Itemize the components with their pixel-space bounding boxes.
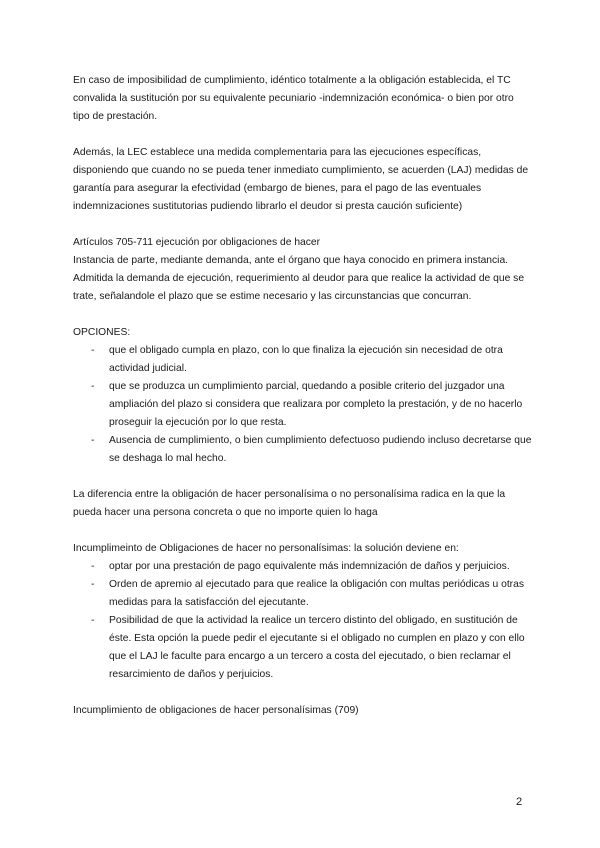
list-item: - que se produzca un cumplimiento parcial, quedando a posible criterio del juzgador una ampliación del plazo si considera que realizara por completo la prestación, y de no hacerlo proseguir la ejecución por lo que resta. xyxy=(73,378,533,432)
page-number: 2 xyxy=(516,796,523,808)
no-personalisimas-heading: Incumplimeinto de Obligaciones de hacer no personalísimas: la solución deviene en: xyxy=(73,543,459,554)
list-item: - Posibilidad de que la actividad la realice un tercero distinto del obligado, en sustitución de éste. Esta opción la puede pedir el ejecutante si el obligado no cumplen en plazo y con ello que el LAJ le faculte para encargo a un tercero a costa del ejecutado, o bien reclamar el resarcimiento de daños y perjuicios. xyxy=(73,612,533,684)
spacer xyxy=(73,216,533,234)
paragraph-imposibilidad: En caso de imposibilidad de cumplimiento, idéntico totalmente a la obligación establecida, el TC convalida la sustitución por su equivalente pecuniario -indemnización económica- o bien por otro tipo de prestación. xyxy=(73,75,514,122)
list-item: - Orden de apremio al ejecutado para que realice la obligación con multas periódicas u otras medidas para la satisfacción del ejecutante. xyxy=(73,576,533,612)
spacer xyxy=(73,306,533,324)
articles-heading: Artículos 705-711 ejecución por obligaciones de hacer xyxy=(73,237,321,248)
list-item: - optar por una prestación de pago equivalente más indemnización de daños y perjuicios. xyxy=(73,558,533,576)
paragraph-lec-medida: Además, la LEC establece una medida complementaria para las ejecuciones específicas, disponiendo que cuando no se pueda tener inmediato cumplimiento, se acuerden (LAJ) medidas de garantía para asegurar la efectividad (embargo de bienes, para el pago de las eventuales indemnizaciones sustitutorias pudiendo librarlo el deudor si presta caución suficiente) xyxy=(73,147,529,212)
options-heading: OPCIONES: xyxy=(73,327,131,338)
personalisimas-heading: Incumplimiento de obligaciones de hacer personalísimas (709) xyxy=(73,705,359,716)
paragraph-instancia: Instancia de parte, mediante demanda, ante el órgano que haya conocido en primera instancia. xyxy=(73,255,509,266)
spacer xyxy=(73,468,533,486)
paragraph-diferencia: La diferencia entre la obligación de hacer personalísima o no personalísima radica en la que la pueda hacer una persona concreta o que no importe quien lo haga xyxy=(73,489,506,518)
options-list xyxy=(73,342,533,468)
no-personalisimas-list xyxy=(73,558,533,684)
list-item: - que el obligado cumpla en plazo, con lo que finaliza la ejecución sin necesidad de otra actividad judicial. xyxy=(73,342,533,378)
paragraph-admitida: Admitida la demanda de ejecución, requerimiento al deudor para que realice la actividad de que se trate, señalandole el plazo que se estime necesario y las circunstancias que concurran. xyxy=(73,273,525,302)
list-item: - Ausencia de cumplimiento, o bien cumplimiento defectuoso pudiendo incluso decretarse que se deshaga lo mal hecho. xyxy=(73,432,533,468)
page-content xyxy=(73,72,533,720)
spacer xyxy=(73,126,533,144)
spacer xyxy=(73,522,533,540)
spacer xyxy=(73,684,533,702)
